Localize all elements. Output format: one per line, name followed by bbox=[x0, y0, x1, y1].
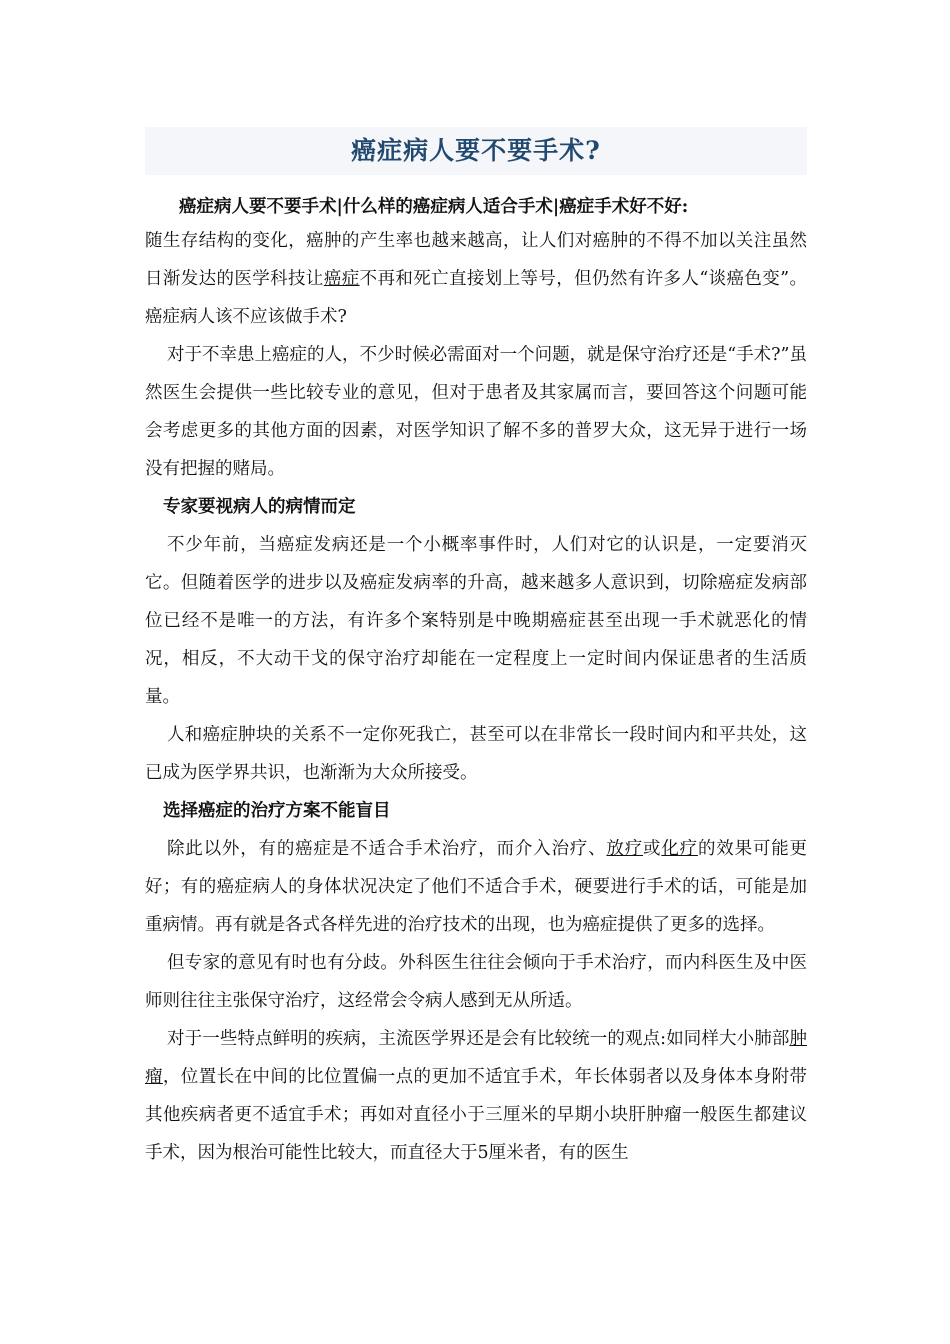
paragraph-7 bbox=[145, 1020, 807, 1172]
paragraph-1-text-a: 随生存结构的变化，癌肿的产生率也越来越高，让人们对癌肿的不得不加以关注虽然日渐发达的医学科技让 bbox=[145, 231, 807, 289]
paragraph-4: 人和癌症肿块的关系不一定你死我亡，甚至可以在非常长一段时间内和平共处，这已成为医学界共识，也渐渐为大众所接受。 bbox=[145, 725, 807, 783]
chemotherapy-link[interactable]: 化疗 bbox=[661, 839, 698, 859]
section-heading-2: 选择癌症的治疗方案不能盲目 bbox=[163, 801, 391, 821]
paragraph-7-text-a: 对于一些特点鲜明的疾病，主流医学界还是会有比较统一的观点:如同样大小肺部 bbox=[167, 1029, 790, 1049]
paragraph-5-text-b: 的效果可能更好；有的癌症病人的身体状况决定了他们不适合手术，硬要进行手术的话，可能是加重病情。再有就是各式各样先进的治疗技术的出现，也为癌症提供了更多的选择。 bbox=[145, 839, 808, 935]
paragraph-7-text-b: ，位置长在中间的比位置偏一点的更加不适宜手术，年长体弱者以及身体本身附带其他疾病者更不适宜手术；再如对直径小于三厘米的早期小块肝肿瘤一般医生都建议手术，因为根治可能性比较大，而直径大于5厘米者，有的医生 bbox=[145, 1067, 808, 1163]
article-title: 癌症病人要不要手术? bbox=[145, 127, 807, 175]
cancer-link[interactable]: 癌症 bbox=[323, 269, 360, 289]
paragraph-5-text-mid: 或 bbox=[643, 839, 662, 859]
article-subtitle: 癌症病人要不要手术|什么样的癌症病人适合手术|癌症手术好不好: bbox=[179, 197, 689, 217]
paragraph-6: 但专家的意见有时也有分歧。外科医生往往会倾向于手术治疗，而内科医生及中医师则往往主张保守治疗，这经常会令病人感到无从所适。 bbox=[145, 953, 807, 1011]
tumor-link[interactable]: 肿瘤 bbox=[145, 1029, 807, 1087]
article-body bbox=[145, 192, 807, 1172]
radiotherapy-link[interactable]: 放疗 bbox=[606, 839, 644, 859]
paragraph-5-text-a: 除此以外，有的癌症是不适合手术治疗，而介入治疗、 bbox=[167, 839, 607, 859]
section-heading-1: 专家要视病人的病情而定 bbox=[163, 497, 356, 517]
paragraph-3: 不少年前，当癌症发病还是一个小概率事件时，人们对它的认识是，一定要消灭它。但随着医学的进步以及癌症发病率的升高，越来越多人意识到，切除癌症发病部位已经不是唯一的方法，有许多个案特别是中晚期癌症甚至出现一手术就恶化的情况，相反，不大动干戈的保守治疗却能在一定程度上一定时间内保证患者的生活质量。 bbox=[145, 535, 807, 707]
paragraph-2: 对于不幸患上癌症的人，不少时候必需面对一个问题，就是保守治疗还是“手术?”虽然医生会提供一些比较专业的意见，但对于患者及其家属而言，要回答这个问题可能会考虑更多的其他方面的因素，对医学知识了解不多的普罗大众，这无异于进行一场没有把握的赌局。 bbox=[145, 345, 807, 479]
paragraph-5 bbox=[145, 830, 807, 944]
paragraph-1 bbox=[145, 222, 807, 336]
paragraph-1-text-b: 不再和死亡直接划上等号，但仍然有许多人“谈癌色变”。癌症病人该不应该做手术? bbox=[145, 269, 807, 327]
